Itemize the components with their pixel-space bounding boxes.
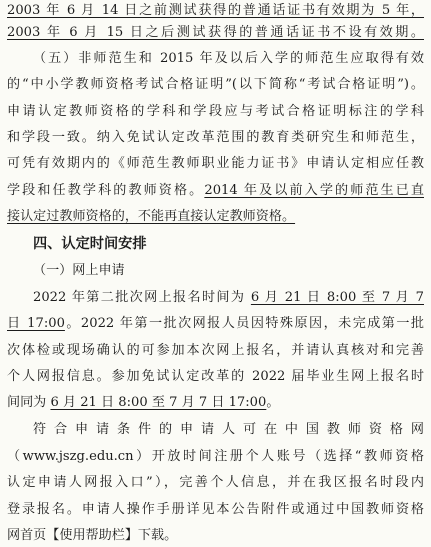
online-line-2 xyxy=(7,313,424,335)
underlined-text: 2003 年 6 月 15 日之后测试获得的普通话证书不设有效期。 xyxy=(7,25,424,40)
underlined-text: 2003 年 6 月 14 日之前测试获得的普通话证书有效期为 5 年， xyxy=(7,3,424,18)
body-text: 网首页【使用帮助栏】下载。 xyxy=(7,528,178,543)
section-five-line-4 xyxy=(7,127,424,149)
section-five-line-5 xyxy=(7,153,424,175)
underlined-text: 2014 年及以前入学的师范生已直 xyxy=(204,183,424,198)
section-five-line-7 xyxy=(7,206,424,228)
underlined-date: 6 月 21 日 8:00 至 7 月 7 日 17:00 xyxy=(50,395,267,410)
online-line-6 xyxy=(33,419,424,441)
section-five-line-1 xyxy=(33,48,424,70)
body-text: 间同为 xyxy=(7,395,51,410)
underlined-text: 接认定过教师资格的，不能再直接认定教师资格。 xyxy=(7,209,296,224)
body-text: 学段和任教学科的教师资格。 xyxy=(7,183,205,198)
body-text: 申请认定教师资格的学科和学段应与考试合格证明标注的学科 xyxy=(7,104,424,119)
body-text: 的“中小学教师资格考试合格证明”(以下简称“考试合格证明”)。 xyxy=(7,77,424,92)
section-five-line-3 xyxy=(7,101,424,123)
subsection-heading-online xyxy=(33,260,424,282)
body-text: 登录报名。申请人操作手册详见本公告附件或通过中国教师资格 xyxy=(7,502,424,517)
section-five-line-6 xyxy=(7,180,424,202)
body-text: 。 xyxy=(266,395,280,410)
underlined-date: 日 17:00 xyxy=(7,316,65,331)
online-line-9 xyxy=(7,499,424,521)
online-line-1 xyxy=(33,287,424,309)
body-text: （www.jszg.edu.cn）开放时间注册个人账号（选择“教师资格 xyxy=(7,449,424,464)
body-text: 可凭有效期内的《师范生教师职业能力证书》申请认定相应任教 xyxy=(7,156,424,171)
paragraph-line-2 xyxy=(7,22,424,44)
section-title: 四、认定时间安排 xyxy=(33,236,147,252)
online-line-7 xyxy=(7,446,424,468)
online-line-8 xyxy=(7,472,424,494)
body-text: 认定申请人网报入口”），完善个人信息，并在我区报名时段内 xyxy=(7,475,424,490)
body-text: 和学段一致。纳入免试认定改革范围的教育类研究生和师范生， xyxy=(7,130,424,145)
body-text: 2022 年第二批次网上报名时间为 xyxy=(33,290,251,305)
online-line-10 xyxy=(7,525,424,547)
online-line-3 xyxy=(7,340,424,362)
section-five-line-2 xyxy=(7,74,424,96)
body-text: 个人网报信息。参加免试认定改革的 2022 届毕业生网上报名时 xyxy=(7,369,424,384)
section-heading-four xyxy=(33,233,424,255)
body-text: 。2022 年第一批次网报人员因特殊原因，未完成第一批 xyxy=(64,316,424,331)
subsection-title: （一）网上申请 xyxy=(33,263,125,278)
paragraph-line-1 xyxy=(7,0,424,22)
underlined-date: 6 月 21 日 8:00 至 7 月 7 xyxy=(250,290,424,305)
body-text: （五）非师范生和 2015 年及以后入学的师范生应取得有效 xyxy=(33,51,424,66)
body-text: 符合申请条件的申请人可在中国教师资格网 xyxy=(33,422,424,437)
online-line-5 xyxy=(7,392,424,414)
online-line-4 xyxy=(7,366,424,388)
body-text: 次体检或现场确认的可参加本次网上报名，并请认真核对和完善 xyxy=(7,343,424,358)
